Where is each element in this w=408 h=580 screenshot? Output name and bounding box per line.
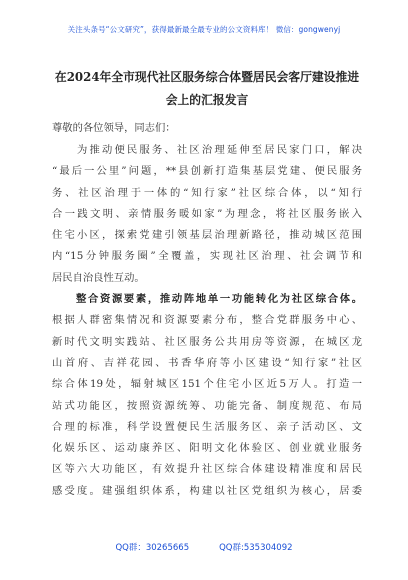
title-line-1: 在2024年全市现代社区服务综合体暨居民会客厅建设推进	[54, 70, 360, 84]
body-text-line: 内“15分钟服务圈”全覆盖，实现社区治理、社会调节和	[52, 250, 362, 263]
body-text-line: 感受度。建强组织体系，构建以社区党组织为核心，居委	[52, 484, 362, 497]
body-text-line: 新时代文明实践站、社区服务公共用房等资源，在城区龙	[52, 335, 362, 348]
qq-group-2: QQ群:535304092	[219, 543, 293, 553]
body-text-line: 务、社区治理于一体的“知行家”社区综合体，以“知行	[52, 186, 362, 199]
body-text-line: 根据人群密集情况和资源要素分布，整合党群服务中心、	[52, 314, 362, 327]
body-text-line: 住宅小区，探索党建引领基层治理新路径，推动城区范围	[52, 229, 362, 242]
document-title	[52, 66, 362, 112]
document-body	[52, 140, 362, 502]
body-text-line: 化娱乐区、运动康养区、阳明文化体验区、创业就业服务	[52, 442, 362, 455]
body-text-line: 为推动便民服务、社区治理延伸至居民家门口，解决	[52, 144, 362, 156]
title-line-2: 会上的汇报发言	[165, 93, 249, 107]
section-heading-line: 整合资源要素，推动阵地单一功能转化为社区综合体。	[52, 293, 362, 306]
body-text-line: 合一践文明、亲情服务暖如家”为理念，将社区服务嵌入	[52, 207, 362, 220]
body-text-line: 居民自治良性互动。	[52, 271, 145, 284]
salutation: 尊敬的各位领导，同志们：	[52, 122, 176, 134]
header-promo-note: 关注头条号“公文研究”，获得最新最全最专业的公文资料库！ 微信：gongwenyj	[67, 25, 341, 34]
qq-group-1: QQ群：30265665	[115, 543, 190, 553]
footer-contact	[0, 541, 408, 553]
body-text-line: 区等六大功能区，有效提升社区综合体建设精准度和居民	[52, 463, 362, 476]
body-text-line: 站式功能区，按照资源统筹、功能完备、制度规范、布局	[52, 399, 362, 412]
body-text-line: “最后一公里”问题，**县创新打造集基层党建、便民服务	[52, 165, 362, 178]
body-text-line: 山首府、吉祥花园、书香华府等小区建设“知行家”社区	[52, 356, 362, 369]
body-text-line: 综合体19处，辐射城区151个住宅小区近5万人。打造一	[52, 378, 362, 391]
body-text-line: 合理的标准，科学设置便民生活服务区、亲子活动区、文	[52, 420, 362, 433]
